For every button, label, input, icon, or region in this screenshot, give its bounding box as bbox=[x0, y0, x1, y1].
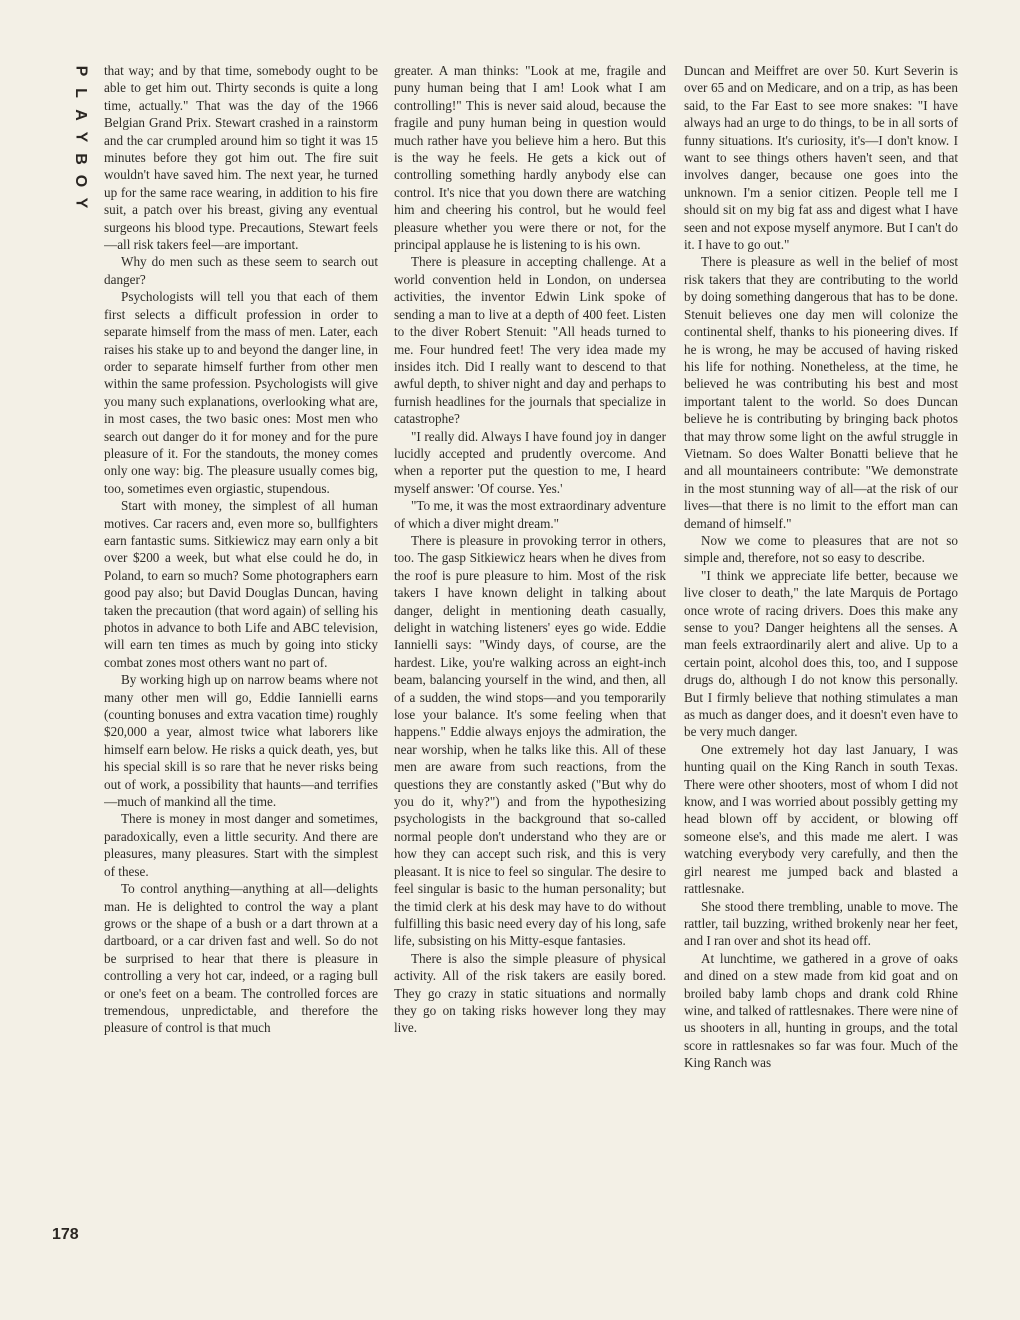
paragraph: There is pleasure in accepting challenge. At a world convention held in London, on undersea activities, the inventor Edwin Link spoke of sending a man to live at a depth of 400 feet. Listen to the diver Robert Stenuit: "All heads turned to me. Four hundred feet! The very idea made my insides itch. Did I really want to descend to that awful depth, to shiver night and day and perhaps to furnish headlines for the journals that specialize in catastrophe? bbox=[394, 254, 666, 427]
magazine-name-letter: L bbox=[72, 88, 89, 98]
paragraph: Duncan and Meiffret are over 50. Kurt Severin is over 65 and on Medicare, and on a trip, as has been said, to the Far East to see more snakes: "I have always had an urge to do things, to be in all sorts of funny situations. It's curiosity, it's—I don't know. I want to see things others haven't seen, and that involves danger, because one goes into the unknown. I'm a senior citizen. People tell me I should sit on my big fat ass and digest what I have seen and not expose myself anymore. But I can't do it. I have to go out." bbox=[684, 63, 958, 253]
paragraph: She stood there trembling, unable to move. The rattler, tail buzzing, writhed brokenly near her feet, and I ran over and shot its head off. bbox=[684, 898, 958, 949]
text-column-2 bbox=[394, 62, 666, 1252]
paragraph: There is also the simple pleasure of physical activity. All of the risk takers are easily bored. They go crazy in static situations and normally they go on taking risks however long they may live. bbox=[394, 950, 666, 1036]
paragraph: "I think we appreciate life better, because we live closer to death," the late Marquis de Portago once wrote of racing drivers. Does this make any sense to you? Danger heightens all the senses. A man feels extraordinarily alert and alive. Up to a certain point, alcohol does this, too, and I suppose drugs do, although I do not know this personally. But I firmly believe that nothing stimulates a man as much as danger does, and it doesn't even have to be very much danger. bbox=[684, 567, 958, 740]
magazine-name-letter: P bbox=[71, 65, 89, 77]
paragraph: Start with money, the simplest of all human motives. Car racers and, even more so, bullfighters earn fantastic sums. Sitkiewicz may earn only a bit over $200 a week, but what else could he do, in Poland, to earn so much? Some photographers earn good pay also; but David Douglas Duncan, having taken the precaution (that word again) of selling his photos in advance to both Life and ABC television, will earn ten times as much by going into sticky combat zones most others want no part of. bbox=[104, 498, 378, 670]
paragraph: Now we come to pleasures that are not so simple and, therefore, not so easy to describe. bbox=[684, 532, 958, 566]
paragraph: "To me, it was the most extraordinary adventure of which a diver might dream." bbox=[394, 498, 666, 531]
magazine-name-vertical bbox=[60, 60, 100, 214]
paragraph: By working high up on narrow beams where not many other men will go, Eddie Iannielli earns (counting bonuses and extra vacation time) roughly $20,000 a year, almost twice what laborers like himself earn below. He risks a quick death, yes, but his special skill is so rare that he never risks being out of work, a possibility that haunts—and terrifies—much of mankind all the time. bbox=[104, 672, 378, 810]
paragraph: There is pleasure in provoking terror in others, too. The gasp Sitkiewicz hears when he dives from the roof is pure pleasure to him. Most of the risk takers I have known delight in talking about danger, delight in mentioning death casually, delight in watching listeners' eyes go wide. Eddie Iannielli says: "Windy days, of course, are the hardest. Like, you're walking across an eight-inch beam, balancing yourself in the wind, and then, all of a sudden, the wind stops—and you temporarily lose your balance. It's some feeling when that happens." Eddie always enjoys the admiration, the near worship, when he talks like this. All of these men are aware from such reactions, from the questions they are constantly asked ("But why do you do it, why?") and from the hypothesizing psychologists in the background that so-called normal people don't understand who they are or how they can accept such risk, and this is very pleasant. It is nice to feel so singular. The desire to feel singular is basic to the human personality; but the timid clerk at his desk may have to do without fulfilling this basic need every day of his long, safe life, subsisting on his Mitty-esque fantasies. bbox=[394, 532, 666, 949]
paragraph: At lunchtime, we gathered in a grove of oaks and dined on a stew made from kid goat and on broiled baby lamb chops and drank cold Rhine wine, and talked of rattlesnakes. There were nine of us shooters in all, hunting in groups, and the total score in rattlesnakes so far was four. Much of the King Ranch was bbox=[684, 950, 958, 1071]
magazine-name-letter: Y bbox=[71, 131, 89, 143]
paragraph: Psychologists will tell you that each of them first selects a difficult profession in order to separate himself from the mass of men. Later, each raises his stake up to and beyond the danger line, in order to separate himself further from other men within the same profession. Psychologists will give you many such explanations, overlooking what are, in most cases, the two basic ones: Most men who search out danger do it for money and for the pure pleasure of it. For the standouts, the money comes only one way: big. The pleasure usually comes big, too, sometimes even orgiastic, stupendous. bbox=[104, 289, 378, 496]
magazine-name-letter: O bbox=[71, 174, 89, 188]
page-number: 178 bbox=[52, 1226, 79, 1243]
text-column-1 bbox=[104, 62, 378, 1252]
text-column-3 bbox=[684, 62, 958, 1252]
paragraph: "I really did. Always I have found joy in danger lucidly accepted and prudently overcome. And when a reporter put the question to me, I heard myself answer: 'Of course. Yes.' bbox=[394, 428, 666, 496]
paragraph: Why do men such as these seem to search out danger? bbox=[104, 254, 378, 287]
paragraph: There is money in most danger and sometimes, paradoxically, even a little security. And there are pleasures, many pleasures. Start with the simplest of these. bbox=[104, 811, 378, 879]
magazine-name-letter: A bbox=[72, 109, 89, 121]
paragraph: There is pleasure as well in the belief of most risk takers that they are contributing to the world by doing something dangerous that has to be done. Stenuit believes one day men will colonize the continental shelf, thanks to his pioneering dives. If he is wrong, he may be accused of having risked his life for nothing. Nonetheless, at the time, he believed he was contributing his best and most important talent to the world. So does Duncan believe he is contributing by bringing back photos that may throw some light on the awful struggle in Vietnam. So does Walter Bonatti believe that he and all mountaineers contribute: "We demonstrate in the most stunning way of all—at the risk of our lives—that there is no limit to the effort man can demand of himself." bbox=[684, 254, 958, 531]
paragraph: that way; and by that time, somebody ought to be able to get him out. Thirty seconds is quite a long time, actually." That was the day of the 1966 Belgian Grand Prix. Stewart crashed in a rainstorm and the car crumpled around him so tight it was 15 minutes before they got him out. The fire suit wouldn't have saved him. The next year, he turned up for the same race wearing, in addition to his fire suit, a patch over his breast, giving any eventual surgeons his blood type. Precautions, Stewart feels—all risk takers feel—are important. bbox=[104, 63, 378, 253]
magazine-name-letter: Y bbox=[71, 197, 89, 209]
paragraph: One extremely hot day last January, I was hunting quail on the King Ranch in south Texas. There were other shooters, most of whom I did not know, and I was worried about possibly getting my head blown off by accident, or blowing off someone else's, and this made me alert. I was watching everybody very carefully, and then the girl nearest me jumped back and blasted a rattlesnake. bbox=[684, 741, 958, 897]
paragraph: greater. A man thinks: "Look at me, fragile and puny human being that I am! Look what I am controlling!" This is never said aloud, because the fragile and puny human being in question would much rather have you believe him a hero. But this is the way he feels. He gets a kick out of controlling something hardly anybody else can control. It's nice that you down there are watching him and cheering his control, but he would feel pleasure whether you were there or not, for the principal applause he is listening to is his own. bbox=[394, 63, 666, 253]
magazine-name-letter: B bbox=[72, 153, 89, 165]
paragraph: To control anything—anything at all—delights man. He is delighted to control the way a plant grows or the shape of a bush or a dart thrown at a dartboard, or a car driven fast and well. So do not be surprised to hear that there is pleasure in controlling a very hot car, indeed, or a raging bull or one's feet on a beam. The controlled forces are tremendous, unpredictable, and therefore the pleasure of control is that much bbox=[104, 881, 378, 1036]
